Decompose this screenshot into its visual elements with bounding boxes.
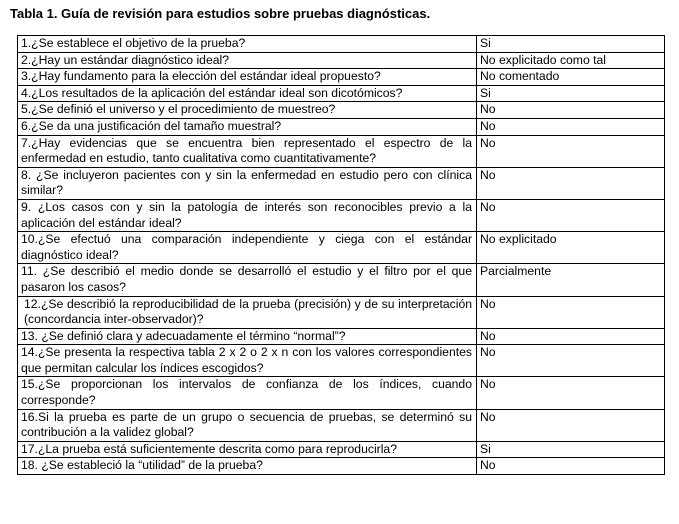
table-row [18, 409, 665, 441]
question-cell: 3.¿Hay fundamento para la elección del estándar ideal propuesto? [18, 69, 477, 86]
answer-cell: No comentado [477, 69, 665, 86]
answer-cell: No [477, 377, 665, 409]
question-cell: 2.¿Hay un estándar diagnóstico ideal? [18, 52, 477, 69]
answer-cell: No [477, 199, 665, 231]
answer-cell: No [477, 135, 665, 167]
table-row [18, 328, 665, 345]
answer-cell: No [477, 102, 665, 119]
table-caption: Tabla 1. Guía de revisión para estudios sobre pruebas diagnósticas. [10, 6, 431, 21]
answer-cell: No explicitado como tal [477, 52, 665, 69]
table-row [18, 232, 665, 264]
question-cell: 8. ¿Se incluyeron pacientes con y sin la enfermedad en estudio pero con clínica similar? [18, 167, 477, 199]
question-cell: 9. ¿Los casos con y sin la patología de interés son reconocibles previo a la aplicación del estándar ideal? [18, 199, 477, 231]
question-cell: 15.¿Se proporcionan los intervalos de confianza de los índices, cuando corresponde? [18, 377, 477, 409]
answer-cell: Parcialmente [477, 264, 665, 296]
table-row [18, 199, 665, 231]
table-row [18, 36, 665, 53]
table-row [18, 345, 665, 377]
table-row [18, 69, 665, 86]
answer-cell: Si [477, 85, 665, 102]
question-cell: 10.¿Se efectuó una comparación independiente y ciega con el estándar diagnóstico ideal? [18, 232, 477, 264]
answer-cell: No [477, 458, 665, 475]
question-cell: 16.Si la prueba es parte de un grupo o secuencia de pruebas, se determinó su contribución a la validez global? [18, 409, 477, 441]
answer-cell: No [477, 118, 665, 135]
table-row [18, 118, 665, 135]
table-row [18, 102, 665, 119]
answer-cell: Si [477, 36, 665, 53]
answer-cell: No [477, 328, 665, 345]
table-row [18, 458, 665, 475]
question-cell: 6.¿Se da una justificación del tamaño muestral? [18, 118, 477, 135]
table-row [18, 264, 665, 296]
question-cell: 18. ¿Se estableció la “utilidad” de la prueba? [18, 458, 477, 475]
question-cell: 1.¿Se establece el objetivo de la prueba? [18, 36, 477, 53]
table-row [18, 167, 665, 199]
question-cell: 7.¿Hay evidencias que se encuentra bien representado el espectro de la enfermedad en estudio, tanto cualitativa como cuantitativamente? [18, 135, 477, 167]
answer-cell: No [477, 345, 665, 377]
question-cell: 11. ¿Se describió el medio donde se desarrolló el estudio y el filtro por el que pasaron los casos? [18, 264, 477, 296]
question-cell: 14.¿Se presenta la respectiva tabla 2 x 2 o 2 x n con los valores correspondientes que permitan calcular los índices escogidos? [18, 345, 477, 377]
question-cell: 5.¿Se definió el universo y el procedimiento de muestreo? [18, 102, 477, 119]
table-row [18, 377, 665, 409]
answer-cell: No [477, 409, 665, 441]
answer-cell: No explicitado [477, 232, 665, 264]
answer-cell: No [477, 167, 665, 199]
answer-cell: Si [477, 441, 665, 458]
table-row [18, 85, 665, 102]
table-row [18, 52, 665, 69]
table-row [18, 296, 665, 328]
answer-cell: No [477, 296, 665, 328]
table-row [18, 135, 665, 167]
question-cell: 17.¿La prueba está suficientemente descrita como para reproducirla? [18, 441, 477, 458]
question-cell: 4.¿Los resultados de la aplicación del estándar ideal son dicotómicos? [18, 85, 477, 102]
question-cell: 12.¿Se describió la reproducibilidad de la prueba (precisión) y de su interpretación (concordancia inter-observador)? [18, 296, 477, 328]
question-cell: 13. ¿Se definió clara y adecuadamente el término “normal”? [18, 328, 477, 345]
review-guide-table [17, 35, 665, 475]
table-row [18, 441, 665, 458]
